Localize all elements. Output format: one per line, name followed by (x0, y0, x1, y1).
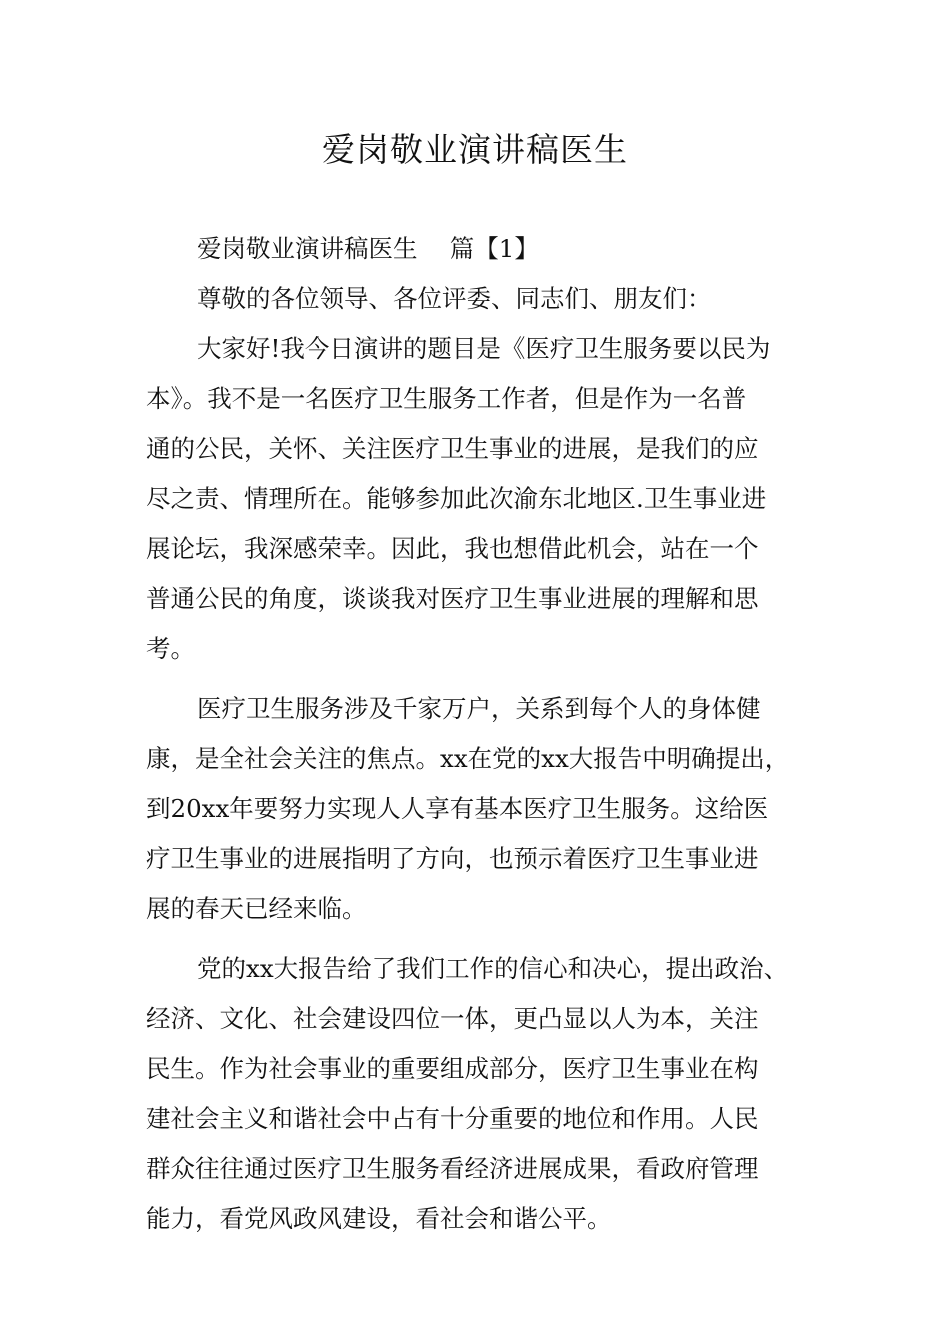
document-body (146, 224, 826, 1244)
document-line: 展的春天已经来临。 (146, 894, 367, 923)
paragraph-gap (146, 934, 826, 944)
document-line: 经济、文化、社会建设四位一体，更凸显以人为本，关注 (146, 1004, 759, 1033)
document-line: 尽之责、情理所在。能够参加此次渝东北地区.卫生事业进 (146, 484, 767, 513)
document-line: 群众往往通过医疗卫生服务看经济进展成果，看政府管理 (146, 1154, 759, 1183)
document-line: 疗卫生事业的进展指明了方向，也预示着医疗卫生事业进 (146, 844, 759, 873)
document-line: 大家好!我今日演讲的题目是《医疗卫生服务要以民为 (197, 334, 771, 363)
document-line: 民生。作为社会事业的重要组成部分，医疗卫生事业在构 (146, 1054, 759, 1083)
document-line: 展论坛，我深感荣幸。因此，我也想借此机会，站在一个 (146, 534, 759, 563)
document-line: 医疗卫生服务涉及千家万户，关系到每个人的身体健 (197, 694, 761, 723)
document-line: 建社会主义和谐社会中占有十分重要的地位和作用。人民 (146, 1104, 759, 1133)
document-line: 考。 (146, 634, 195, 663)
document-title: 爱岗敬业演讲稿医生 (322, 130, 628, 169)
document-line: 本》。我不是一名医疗卫生服务工作者，但是作为一名普 (146, 384, 747, 413)
paragraph-gap (146, 674, 826, 684)
document-line: 能力，看党风政风建设，看社会和谐公平。 (146, 1204, 612, 1233)
document-line: 党的xx大报告给了我们工作的信心和决心，提出政治、 (197, 954, 789, 983)
document-line: 尊敬的各位领导、各位评委、同志们、朋友们： (197, 284, 712, 313)
document-line: 康，是全社会关注的焦点。xx在党的xx大报告中明确提出， (146, 744, 790, 773)
document-line: 普通公民的角度，谈谈我对医疗卫生事业进展的理解和思 (146, 584, 759, 613)
document-line: 爱岗敬业演讲稿医生 篇【1】 (197, 234, 539, 263)
document-line: 到20xx年要努力实现人人享有基本医疗卫生服务。这给医 (146, 794, 769, 823)
document-line: 通的公民，关怀、关注医疗卫生事业的进展，是我们的应 (146, 434, 759, 463)
